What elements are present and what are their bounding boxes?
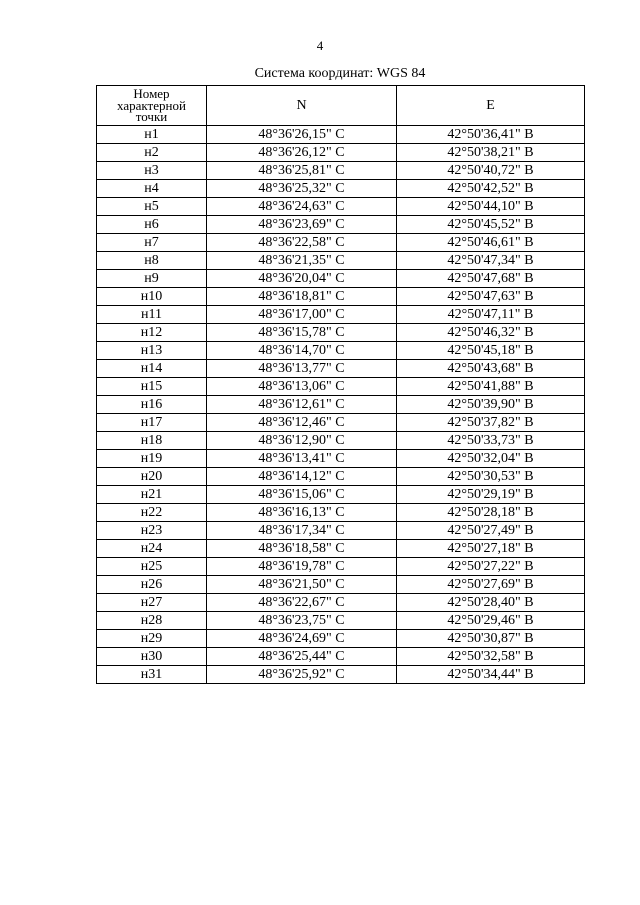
cell-point: н25: [97, 558, 207, 576]
table-row: [97, 180, 585, 198]
cell-point: н5: [97, 198, 207, 216]
cell-point: н15: [97, 378, 207, 396]
cell-e: 42°50'45,52" В: [397, 216, 585, 234]
cell-e: 42°50'45,18" В: [397, 342, 585, 360]
cell-point: н29: [97, 630, 207, 648]
table-row: [97, 396, 585, 414]
table-row: [97, 270, 585, 288]
cell-point: н30: [97, 648, 207, 666]
cell-point: н4: [97, 180, 207, 198]
cell-point: н1: [97, 126, 207, 144]
cell-point: н21: [97, 486, 207, 504]
header-n: N: [207, 86, 397, 126]
cell-n: 48°36'14,12" С: [207, 468, 397, 486]
cell-point: н22: [97, 504, 207, 522]
cell-e: 42°50'38,21" В: [397, 144, 585, 162]
cell-point: н2: [97, 144, 207, 162]
cell-e: 42°50'43,68" В: [397, 360, 585, 378]
cell-n: 48°36'26,15" С: [207, 126, 397, 144]
cell-e: 42°50'47,11" В: [397, 306, 585, 324]
cell-point: н13: [97, 342, 207, 360]
cell-n: 48°36'13,77" С: [207, 360, 397, 378]
cell-e: 42°50'40,72" В: [397, 162, 585, 180]
cell-n: 48°36'25,32" С: [207, 180, 397, 198]
cell-e: 42°50'28,18" В: [397, 504, 585, 522]
cell-n: 48°36'12,61" С: [207, 396, 397, 414]
cell-n: 48°36'12,46" С: [207, 414, 397, 432]
cell-n: 48°36'25,44" С: [207, 648, 397, 666]
cell-n: 48°36'26,12" С: [207, 144, 397, 162]
cell-point: н11: [97, 306, 207, 324]
cell-e: 42°50'47,63" В: [397, 288, 585, 306]
coordinates-table: [96, 85, 585, 684]
cell-e: 42°50'27,49" В: [397, 522, 585, 540]
cell-n: 48°36'13,41" С: [207, 450, 397, 468]
table-row: [97, 324, 585, 342]
cell-e: 42°50'32,04" В: [397, 450, 585, 468]
cell-e: 42°50'32,58" В: [397, 648, 585, 666]
table-row: [97, 504, 585, 522]
table-row: [97, 522, 585, 540]
table-row: [97, 594, 585, 612]
table-body: [97, 126, 585, 684]
table-row: [97, 540, 585, 558]
cell-point: н24: [97, 540, 207, 558]
cell-e: 42°50'30,87" В: [397, 630, 585, 648]
cell-point: н6: [97, 216, 207, 234]
cell-e: 42°50'39,90" В: [397, 396, 585, 414]
cell-e: 42°50'44,10" В: [397, 198, 585, 216]
coordinate-system-caption: Система координат: WGS 84: [254, 66, 426, 81]
table-row: [97, 378, 585, 396]
cell-e: 42°50'41,88" В: [397, 378, 585, 396]
cell-e: 42°50'46,32" В: [397, 324, 585, 342]
cell-point: н16: [97, 396, 207, 414]
header-point-line1: Номер: [133, 86, 170, 102]
cell-point: н31: [97, 666, 207, 684]
cell-n: 48°36'14,70" С: [207, 342, 397, 360]
cell-e: 42°50'47,34" В: [397, 252, 585, 270]
cell-n: 48°36'12,90" С: [207, 432, 397, 450]
cell-n: 48°36'17,00" С: [207, 306, 397, 324]
table-row: [97, 216, 585, 234]
cell-n: 48°36'22,58" С: [207, 234, 397, 252]
header-point-line2: характерной: [117, 97, 186, 113]
table-row: [97, 558, 585, 576]
table-row: [97, 576, 585, 594]
cell-n: 48°36'19,78" С: [207, 558, 397, 576]
cell-n: 48°36'18,58" С: [207, 540, 397, 558]
table-row: [97, 198, 585, 216]
cell-e: 42°50'33,73" В: [397, 432, 585, 450]
cell-n: 48°36'25,92" С: [207, 666, 397, 684]
cell-n: 48°36'24,63" С: [207, 198, 397, 216]
cell-n: 48°36'15,78" С: [207, 324, 397, 342]
cell-n: 48°36'15,06" С: [207, 486, 397, 504]
table-row: [97, 486, 585, 504]
page-number: 4: [316, 38, 324, 53]
cell-n: 48°36'20,04" С: [207, 270, 397, 288]
table-row: [97, 414, 585, 432]
table-row: [97, 468, 585, 486]
cell-n: 48°36'13,06" С: [207, 378, 397, 396]
cell-n: 48°36'23,69" С: [207, 216, 397, 234]
header-point-line3: точки: [135, 109, 168, 125]
cell-n: 48°36'17,34" С: [207, 522, 397, 540]
cell-e: 42°50'37,82" В: [397, 414, 585, 432]
cell-e: 42°50'29,46" В: [397, 612, 585, 630]
cell-point: н7: [97, 234, 207, 252]
cell-point: н8: [97, 252, 207, 270]
header-e: E: [397, 86, 585, 126]
cell-e: 42°50'46,61" В: [397, 234, 585, 252]
cell-e: 42°50'34,44" В: [397, 666, 585, 684]
table-row: [97, 450, 585, 468]
cell-point: н9: [97, 270, 207, 288]
table-row: [97, 342, 585, 360]
cell-point: н26: [97, 576, 207, 594]
table-row: [97, 432, 585, 450]
cell-point: н23: [97, 522, 207, 540]
cell-e: 42°50'36,41" В: [397, 126, 585, 144]
cell-point: н14: [97, 360, 207, 378]
table-row: [97, 612, 585, 630]
cell-e: 42°50'27,69" В: [397, 576, 585, 594]
cell-n: 48°36'24,69" С: [207, 630, 397, 648]
cell-point: н28: [97, 612, 207, 630]
table-row: [97, 306, 585, 324]
cell-n: 48°36'18,81" С: [207, 288, 397, 306]
table-row: [97, 288, 585, 306]
table-row: [97, 630, 585, 648]
cell-point: н17: [97, 414, 207, 432]
cell-e: 42°50'27,22" В: [397, 558, 585, 576]
cell-e: 42°50'27,18" В: [397, 540, 585, 558]
table-row: [97, 360, 585, 378]
header-point-number: [97, 86, 207, 126]
table-row: [97, 144, 585, 162]
cell-n: 48°36'21,35" С: [207, 252, 397, 270]
table-row: [97, 252, 585, 270]
cell-point: н19: [97, 450, 207, 468]
table-row: [97, 648, 585, 666]
cell-e: 42°50'47,68" В: [397, 270, 585, 288]
cell-n: 48°36'25,81" С: [207, 162, 397, 180]
cell-n: 48°36'21,50" С: [207, 576, 397, 594]
cell-point: н18: [97, 432, 207, 450]
table-row: [97, 162, 585, 180]
cell-point: н12: [97, 324, 207, 342]
cell-e: 42°50'28,40" В: [397, 594, 585, 612]
cell-point: н3: [97, 162, 207, 180]
table-row: [97, 666, 585, 684]
cell-point: н10: [97, 288, 207, 306]
cell-n: 48°36'23,75" С: [207, 612, 397, 630]
cell-n: 48°36'16,13" С: [207, 504, 397, 522]
cell-e: 42°50'29,19" В: [397, 486, 585, 504]
table-row: [97, 126, 585, 144]
cell-e: 42°50'42,52" В: [397, 180, 585, 198]
cell-point: н20: [97, 468, 207, 486]
cell-point: н27: [97, 594, 207, 612]
cell-n: 48°36'22,67" С: [207, 594, 397, 612]
table-header-row: [97, 86, 585, 126]
table-row: [97, 234, 585, 252]
cell-e: 42°50'30,53" В: [397, 468, 585, 486]
